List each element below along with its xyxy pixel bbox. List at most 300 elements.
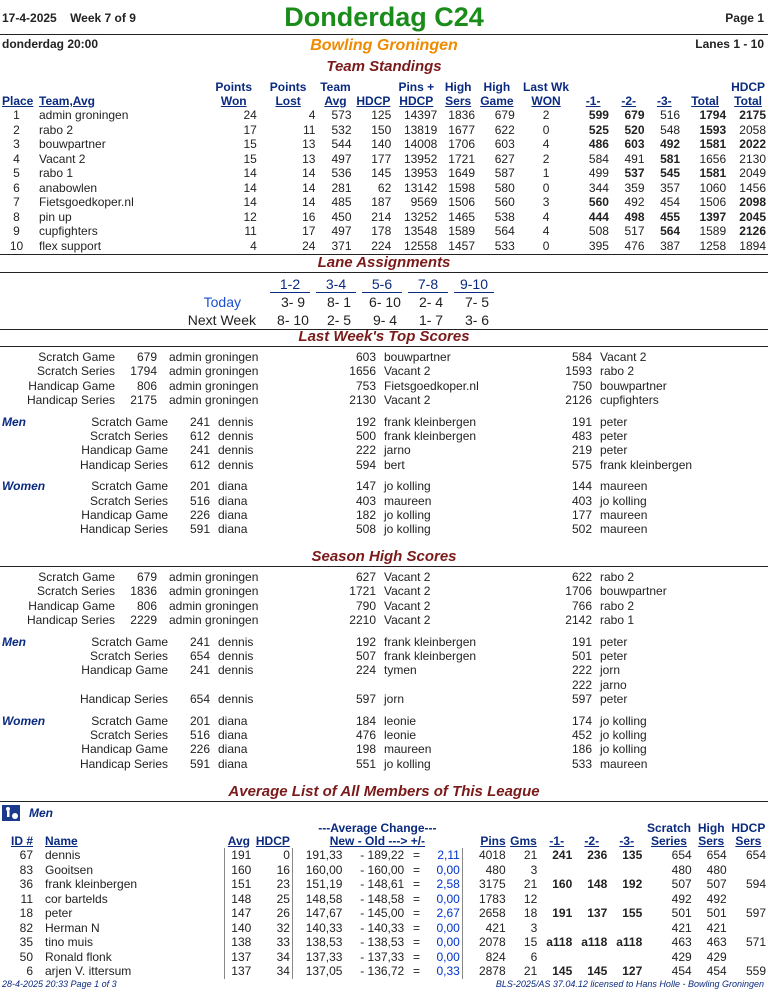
average-cell-avg: 148 [224,892,253,907]
score-n3: rabo 1 [600,613,635,628]
average-cell-gms: 12 [523,891,538,906]
score-v1: 591 [189,522,210,537]
average-cell-id: 18 [19,906,33,921]
standings-cell-g2: 679 [624,108,645,123]
score-label: Scratch Series [89,649,168,663]
standings-row [0,195,768,210]
standings-cell-wk: 0 [542,180,550,195]
average-cell-g3: 192 [622,877,643,892]
average-cell-gms: 18 [523,906,538,921]
score-n3: rabo 2 [600,570,635,584]
score-n2: frank kleinbergen [384,634,477,649]
col-team-avg: Team Avg [320,80,351,108]
average-cell-pins: 480 [485,862,506,877]
score-label: Handicap Series [79,457,168,472]
score-n3: Vacant 2 [600,350,647,364]
average-cell-g3: 135 [622,848,643,863]
average-cell-diff: 0,33 [427,964,463,979]
average-cell-avg: 138 [224,935,253,950]
average-cell-g2 [574,921,609,936]
average-cell-gms: 3 [530,862,538,877]
score-v1: 1794 [130,364,157,379]
standings-cell-team: bouwpartner [39,137,106,152]
score-v2: 551 [355,756,376,771]
average-cell-g1: 145 [552,964,573,979]
score-v3: 1706 [565,584,592,599]
average-row [0,848,768,863]
score-n2: Vacant 2 [384,570,431,584]
average-row [0,964,768,979]
standings-cell-g2: 491 [624,151,645,166]
average-cell-old: - 140,33 [360,920,405,935]
average-cell-diff: 0,00 [427,921,463,936]
standings-header-row [0,80,768,108]
league-title: Donderdag C24 [284,2,484,32]
score-v2: 192 [355,414,376,429]
average-cell-g2: 148 [587,877,608,892]
standings-cell-htotal: 2045 [739,209,766,224]
average-cell-gms: 21 [523,877,538,892]
score-n3: jo kolling [600,728,647,742]
average-cell-scratch: 654 [671,848,692,863]
col-average-change: ---Average Change--- New - Old ---> +/- [318,821,437,848]
score-v1: 679 [136,570,157,584]
standings-cell-wk: 2 [542,108,550,123]
section-season-high-scores: Season High Scores [311,548,457,565]
average-cell-gms: 3 [530,920,538,935]
standings-cell-lost: 4 [308,108,316,123]
standings-cell-won: 17 [243,122,257,137]
score-v1: 201 [189,713,210,728]
standings-cell-won: 15 [243,137,257,152]
average-cell-name: Gooitsen [45,862,94,877]
standings-row [0,181,768,196]
score-label: Handicap Series [26,613,115,628]
average-cell-avg: 137 [224,964,253,979]
score-n1: admin groningen [169,584,259,599]
today-lane-match: 3- 9 [280,294,306,310]
standings-cell-game: 580 [494,180,515,195]
score-n2: tymen [384,663,417,678]
average-cell-hs: 654 [745,848,766,863]
average-cell-new: 147,67 [292,906,344,921]
week-label: Week 7 of 9 [70,11,136,25]
score-n2: Fietsgoedkoper.nl [384,378,479,393]
standings-cell-game: 587 [494,166,515,181]
score-n1: admin groningen [169,393,259,408]
average-cell-hs: 597 [745,906,766,921]
standings-cell-wk: 3 [542,195,550,210]
standings-cell-pins: 13252 [403,209,438,224]
standings-cell-won: 14 [243,180,257,195]
standings-cell-total: 1397 [699,209,727,224]
score-v3: 1593 [565,364,592,379]
score-label: Scratch Series [89,493,168,508]
standings-cell-sers: 1677 [448,122,475,137]
col-avg-hdcp: HDCP [255,834,290,848]
score-v3: 191 [571,414,592,429]
standings-cell-avg: 497 [331,224,352,239]
standings-cell-hdcp: 214 [371,209,392,224]
women-label: Women [2,479,46,494]
score-n1: diana [218,508,248,522]
standings-cell-lost: 13 [302,137,316,152]
lane-pair-header: 7-8 [408,276,448,293]
average-cell-g3 [609,863,644,878]
score-n1: admin groningen [169,364,259,379]
standings-cell-place: 8 [13,209,20,224]
score-v1: 2175 [130,393,157,408]
standings-cell-wk: 4 [542,224,550,239]
section-team-standings: Team Standings [326,58,442,75]
standings-cell-htotal: 1894 [739,238,766,253]
standings-cell-pins: 14397 [403,108,438,123]
average-cell-eq: = [413,891,421,906]
standings-cell-htotal: 2175 [739,108,766,123]
average-cell-diff: 2,58 [427,877,463,892]
average-cell-name: tino muis [45,935,94,950]
average-cell-old: - 148,58 [360,891,405,906]
standings-cell-won: 15 [243,151,257,166]
standings-cell-total: 1589 [699,224,727,239]
score-label: Scratch Game [91,479,168,494]
standings-cell-htotal: 2022 [739,137,766,152]
standings-cell-avg: 485 [331,195,352,210]
score-n3: rabo 2 [600,364,635,379]
col-game-2: -2- [621,94,637,108]
standings-cell-total: 1506 [699,195,727,210]
next-week-lane-match: 9- 4 [372,312,398,328]
average-cell-g1 [539,892,574,907]
standings-cell-place: 9 [13,224,20,239]
standings-cell-pins: 13953 [403,166,438,181]
standings-cell-g3: 564 [660,224,681,239]
score-n3: jarno [600,677,627,692]
average-cell-high: 421 [706,920,727,935]
today-lane-match: 6- 10 [369,294,401,310]
score-label: Scratch Series [36,584,115,599]
average-cell-name: cor bartelds [45,891,108,906]
score-v2: 627 [355,570,376,584]
standings-cell-team: rabo 1 [39,166,74,181]
today-lane-match: 7- 5 [464,294,490,310]
standings-cell-htotal: 2058 [739,122,766,137]
standings-row [0,152,768,167]
col-game-1: -1- [585,94,601,108]
standings-row [0,224,768,239]
average-cell-diff: 0,00 [427,863,463,878]
average-cell-hdcp: 32 [253,921,292,936]
average-cell-g3: a118 [616,935,643,950]
average-cell-g3: 127 [622,964,643,979]
standings-cell-lost: 14 [302,195,316,210]
col-name: Name [45,834,78,848]
standings-cell-g1: 584 [588,151,609,166]
standings-cell-won: 12 [243,209,257,224]
average-table [0,822,768,979]
score-n2: Vacant 2 [384,393,431,408]
average-cell-scratch: 501 [671,906,692,921]
standings-cell-g2: 517 [624,224,645,239]
average-cell-id: 50 [19,949,33,964]
score-v1: 201 [189,479,210,494]
standings-cell-team: Vacant 2 [39,151,86,166]
score-n2: jo kolling [384,479,431,494]
standings-cell-g1: 560 [588,195,609,210]
col-avg: Avg [227,834,251,848]
average-cell-name: frank kleinbergen [45,877,138,892]
standings-cell-wk: 4 [542,209,550,224]
standings-row [0,137,768,152]
average-cell-g2: 137 [587,906,608,921]
standings-cell-avg: 544 [331,137,352,152]
average-cell-pins: 1783 [478,891,506,906]
score-n2: frank kleinbergen [384,429,477,443]
standings-cell-wk: 0 [542,122,550,137]
standings-cell-wk: 1 [542,166,550,181]
average-cell-eq: = [413,935,421,950]
standings-cell-htotal: 2098 [739,195,766,210]
standings-cell-g2: 537 [624,166,645,181]
average-cell-hdcp: 33 [253,935,292,950]
score-label: Scratch Game [91,713,168,728]
average-cell-high: 507 [706,877,727,892]
men-label: Men [2,414,26,429]
score-label: Handicap Game [28,378,115,393]
score-n3: peter [600,634,628,649]
standings-cell-total: 1794 [699,108,727,123]
center-name: Bowling Groningen [310,37,458,54]
standings-cell-hdcp: 150 [371,122,392,137]
score-v1: 654 [189,692,210,707]
standings-cell-pins: 12558 [403,238,438,253]
standings-cell-game: 538 [494,209,515,224]
average-cell-hdcp: 16 [253,863,292,878]
standings-cell-avg: 573 [331,108,352,123]
standings-cell-pins: 13819 [403,122,438,137]
score-v2: 594 [355,457,376,472]
average-cell-g2 [574,863,609,878]
score-n3: maureen [600,522,648,537]
average-row [0,935,768,950]
average-row [0,950,768,965]
standings-cell-pins: 9569 [410,195,438,210]
standings-row [0,239,768,254]
average-cell-new: 140,33 [292,921,344,936]
score-label: Handicap Series [26,393,115,408]
standings-cell-lost: 16 [302,209,316,224]
standings-cell-team: rabo 2 [39,122,74,137]
col-hdcp-sers: HDCP Sers [731,821,766,848]
average-cell-pins: 2658 [478,906,506,921]
score-v3: 222 [571,677,592,692]
standings-cell-g2: 498 [624,209,645,224]
score-n1: dennis [218,663,254,678]
standings-cell-g3: 357 [660,180,681,195]
average-cell-scratch: 421 [671,920,692,935]
score-v3: 622 [571,570,592,584]
average-cell-gms: 6 [530,949,538,964]
average-cell-new: 148,58 [292,892,344,907]
average-cell-name: dennis [45,848,81,863]
average-cell-pins: 2878 [478,964,506,979]
standings-cell-game: 627 [494,151,515,166]
score-n1: dennis [218,692,254,707]
average-cell-diff: 0,00 [427,935,463,950]
score-v1: 226 [189,508,210,522]
average-cell-new: 191,33 [292,848,344,863]
score-v2: 184 [355,713,376,728]
average-cell-g2: 236 [587,848,608,863]
score-v2: 476 [355,728,376,742]
score-v3: 2142 [565,613,592,628]
standings-cell-hdcp: 145 [371,166,392,181]
standings-cell-g2: 520 [624,122,645,137]
standings-cell-htotal: 1456 [739,180,766,195]
score-v1: 226 [189,742,210,757]
average-cell-avg: 191 [224,848,253,863]
standings-cell-game: 603 [494,137,515,152]
lane-pair-header: 9-10 [454,276,494,293]
score-n1: dennis [218,443,254,458]
today-label: Today [203,294,241,310]
standings-cell-g1: 344 [588,180,609,195]
lane-pair-header: 5-6 [362,276,402,293]
score-v2: 147 [355,479,376,494]
col-high-sers: High Sers [444,80,472,108]
standings-cell-g3: 581 [660,151,681,166]
average-cell-id: 6 [26,964,33,979]
score-n3: frank kleinbergen [600,457,693,472]
standings-cell-hdcp: 187 [371,195,392,210]
score-v1: 241 [189,663,210,678]
score-label: Handicap Game [28,598,115,613]
score-v2: 2130 [349,393,376,408]
score-n3: jorn [600,663,621,678]
average-group-label: Men [29,806,53,820]
report-date: 17-4-2025 [2,11,57,25]
average-cell-hs [729,863,768,878]
average-cell-avg: 140 [224,921,253,936]
standings-cell-sers: 1598 [448,180,475,195]
score-v3: 219 [571,443,592,458]
col-avg-g3: -3- [619,834,635,848]
page-number: Page 1 [725,11,764,25]
average-cell-old: - 138,53 [360,935,405,950]
score-n1: dennis [218,457,254,472]
average-cell-avg: 137 [224,950,253,965]
average-cell-high: 429 [706,949,727,964]
score-n1: dennis [218,649,254,663]
score-v3: 403 [571,493,592,508]
average-cell-hdcp: 26 [253,906,292,921]
standings-cell-lost: 24 [302,238,316,253]
score-n2: jorn [384,692,405,707]
score-v1: 241 [189,414,210,429]
average-cell-id: 11 [20,891,33,906]
average-cell-pins: 824 [485,949,506,964]
standings-cell-sers: 1506 [448,195,475,210]
last-week-divider [0,346,768,347]
score-n3: bouwpartner [600,378,667,393]
score-v2: 597 [355,692,376,707]
average-cell-pins: 421 [485,920,506,935]
col-points-lost: Points Lost [269,80,307,108]
col-last-wk-won: Last Wk WON [523,80,570,108]
score-v3: 174 [571,713,592,728]
score-n3: jo kolling [600,742,647,757]
women-label: Women [2,713,46,728]
score-n1: diana [218,713,248,728]
average-cell-new: 137,33 [292,950,344,965]
average-cell-hdcp: 34 [253,964,292,979]
score-v2: 790 [355,598,376,613]
score-v2: 1656 [349,364,376,379]
score-v2: 507 [355,649,376,663]
standings-cell-g1: 508 [588,224,609,239]
average-cell-g1: 241 [552,848,573,863]
standings-cell-won: 11 [244,224,257,239]
standings-cell-game: 533 [494,238,515,253]
average-cell-name: Herman N [45,920,100,935]
average-cell-id: 36 [19,877,33,892]
score-n2: frank kleinbergen [384,649,477,663]
average-cell-g3 [609,921,644,936]
score-n1: dennis [218,414,254,429]
standings-cell-g3: 545 [660,166,681,181]
average-cell-new: 151,19 [292,877,344,892]
score-n1: admin groningen [169,350,259,364]
score-n2: maureen [384,742,432,757]
standings-cell-avg: 371 [331,238,352,253]
score-n2: jo kolling [384,756,431,771]
standings-cell-avg: 281 [331,180,352,195]
score-label: Handicap Game [81,742,168,757]
score-v3: 483 [571,429,592,443]
average-cell-name: peter [45,906,73,921]
average-cell-hdcp: 34 [253,950,292,965]
average-cell-scratch: 507 [671,877,692,892]
score-label: Handicap Series [79,692,168,707]
col-pins-hdcp: Pins + HDCP [398,80,435,108]
standings-cell-team: flex support [39,238,102,253]
standings-cell-wk: 0 [542,238,550,253]
score-n2: Vacant 2 [384,584,431,599]
average-cell-g1: a118 [546,935,573,950]
score-v3: 584 [571,350,592,364]
average-cell-g2: a118 [581,935,608,950]
average-row [0,921,768,936]
average-cell-high: 654 [706,848,727,863]
average-cell-diff: 0,00 [427,950,463,965]
standings-cell-won: 14 [243,166,257,181]
average-cell-high: 480 [706,862,727,877]
score-n2: jo kolling [384,508,431,522]
standings-cell-htotal: 2049 [739,166,766,181]
score-label: Scratch Game [38,570,115,584]
standings-cell-g2: 492 [624,195,645,210]
score-n3: rabo 2 [600,598,635,613]
average-cell-old: - 145,00 [360,906,405,921]
score-n2: Vacant 2 [384,613,431,628]
score-v3: 501 [571,649,592,663]
average-cell-scratch: 454 [671,964,692,979]
standings-cell-avg: 536 [331,166,352,181]
next-week-lane-match: 3- 6 [464,312,490,328]
standings-cell-game: 564 [494,224,515,239]
score-v3: 575 [571,457,592,472]
score-v3: 191 [571,634,592,649]
